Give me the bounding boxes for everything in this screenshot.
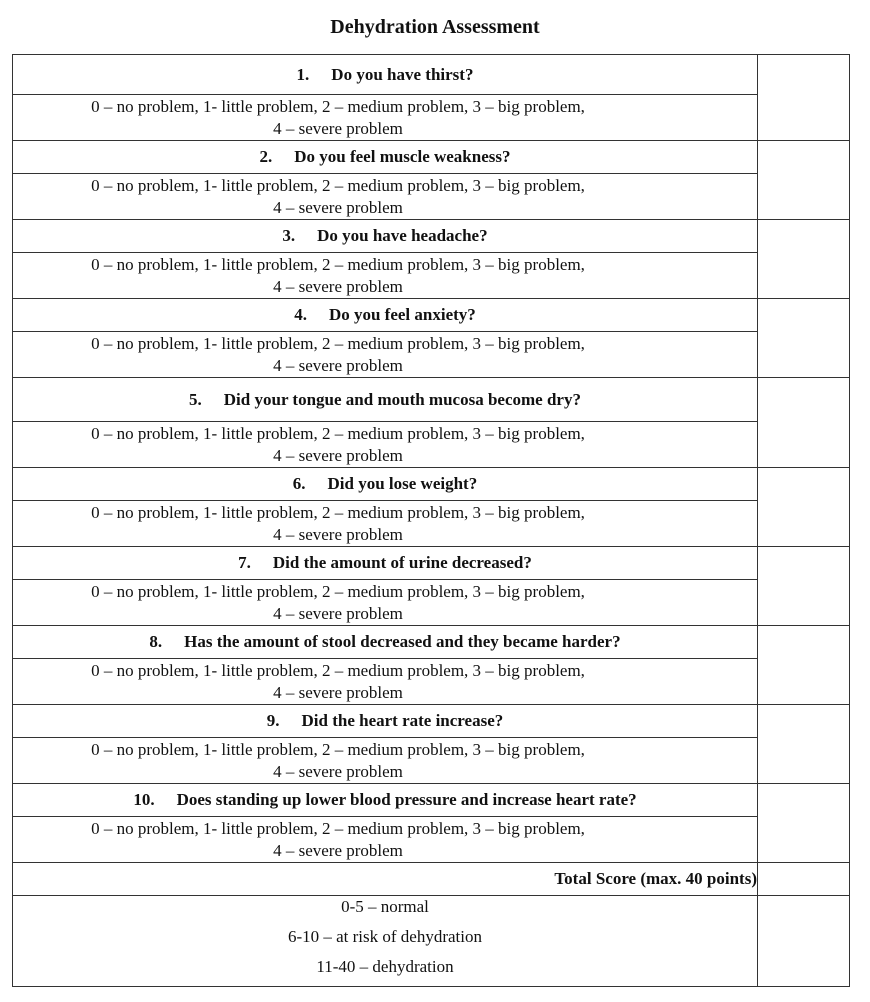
legend-row [13, 896, 850, 987]
score-cell[interactable] [758, 220, 850, 299]
question-cell [13, 468, 758, 501]
score-cell[interactable] [758, 705, 850, 784]
question-number: 1. [296, 64, 310, 84]
scale-line-2: 4 – severe problem [273, 761, 403, 781]
question-text: Do you have headache? [317, 226, 488, 245]
question-text: Did the heart rate increase? [301, 711, 504, 730]
scale-line-2: 4 – severe problem [273, 197, 403, 217]
score-cell[interactable] [758, 55, 850, 141]
answer-scale [13, 422, 758, 468]
scale-line-2: 4 – severe problem [273, 524, 403, 544]
question-cell [13, 784, 758, 817]
scale-line-1: 0 – no problem, 1- little problem, 2 – medium problem, 3 – big problem, [91, 502, 585, 522]
question-row [13, 626, 850, 659]
score-cell[interactable] [758, 378, 850, 468]
question-number: 6. [292, 474, 306, 493]
answer-scale [13, 95, 758, 141]
question-row [13, 55, 850, 95]
question-text: Do you have thirst? [331, 64, 474, 84]
question-number: 7. [238, 553, 251, 572]
question-cell [13, 299, 758, 332]
question-text: Do you feel anxiety? [328, 305, 476, 324]
question-row [13, 141, 850, 174]
scale-line-1: 0 – no problem, 1- little problem, 2 – medium problem, 3 – big problem, [91, 333, 585, 353]
assessment-table [12, 54, 850, 987]
options-row [13, 95, 850, 141]
options-row [13, 253, 850, 299]
question-row [13, 220, 850, 253]
legend-item: 11-40 – dehydration [316, 957, 454, 976]
options-row [13, 580, 850, 626]
scale-line-2: 4 – severe problem [273, 276, 403, 296]
answer-scale [13, 501, 758, 547]
scale-line-2: 4 – severe problem [273, 603, 403, 623]
question-cell [13, 220, 758, 253]
question-cell [13, 378, 758, 422]
question-number: 10. [133, 790, 155, 809]
options-row [13, 738, 850, 784]
question-text: Did your tongue and mouth mucosa become dry? [223, 389, 581, 409]
answer-scale [13, 332, 758, 378]
legend-item: 0-5 – normal [341, 897, 429, 916]
options-row [13, 332, 850, 378]
legend-blank-cell [758, 896, 850, 987]
question-cell [13, 626, 758, 659]
question-row [13, 705, 850, 738]
scale-line-2: 4 – severe problem [273, 445, 403, 465]
scale-line-2: 4 – severe problem [273, 355, 403, 375]
scale-line-2: 4 – severe problem [273, 118, 403, 138]
question-cell [13, 705, 758, 738]
answer-scale [13, 817, 758, 863]
score-legend [13, 896, 758, 987]
scale-line-1: 0 – no problem, 1- little problem, 2 – medium problem, 3 – big problem, [91, 423, 585, 443]
scale-line-2: 4 – severe problem [273, 840, 403, 860]
question-text: Has the amount of stool decreased and they became harder? [184, 632, 621, 651]
question-number: 8. [149, 632, 163, 651]
question-number: 9. [266, 711, 280, 730]
scale-line-2: 4 – severe problem [273, 682, 403, 702]
question-cell [13, 55, 758, 95]
question-text: Do you feel muscle weakness? [294, 147, 511, 166]
question-row [13, 378, 850, 422]
options-row [13, 501, 850, 547]
options-row [13, 422, 850, 468]
answer-scale [13, 580, 758, 626]
page-title: Dehydration Assessment [330, 16, 540, 38]
scale-line-1: 0 – no problem, 1- little problem, 2 – medium problem, 3 – big problem, [91, 254, 585, 274]
question-text: Did you lose weight? [327, 474, 478, 493]
question-number: 5. [189, 389, 202, 409]
question-number: 4. [294, 305, 307, 324]
scale-line-1: 0 – no problem, 1- little problem, 2 – medium problem, 3 – big problem, [91, 96, 585, 116]
options-row [13, 817, 850, 863]
score-cell[interactable] [758, 299, 850, 378]
question-cell [13, 141, 758, 174]
answer-scale [13, 174, 758, 220]
answer-scale [13, 738, 758, 784]
scale-line-1: 0 – no problem, 1- little problem, 2 – medium problem, 3 – big problem, [91, 581, 585, 601]
question-text: Did the amount of urine decreased? [272, 553, 532, 572]
question-row [13, 468, 850, 501]
question-row [13, 299, 850, 332]
total-score-cell[interactable] [758, 863, 850, 896]
legend-item: 6-10 – at risk of dehydration [287, 927, 483, 946]
question-number: 2. [259, 147, 273, 166]
question-row [13, 784, 850, 817]
answer-scale [13, 253, 758, 299]
score-cell[interactable] [758, 141, 850, 220]
question-number: 3. [282, 226, 296, 245]
score-cell[interactable] [758, 784, 850, 863]
score-cell[interactable] [758, 547, 850, 626]
scale-line-1: 0 – no problem, 1- little problem, 2 – medium problem, 3 – big problem, [91, 660, 585, 680]
score-cell[interactable] [758, 468, 850, 547]
score-cell[interactable] [758, 626, 850, 705]
scale-line-1: 0 – no problem, 1- little problem, 2 – medium problem, 3 – big problem, [91, 818, 585, 838]
answer-scale [13, 659, 758, 705]
options-row [13, 659, 850, 705]
total-row [13, 863, 850, 896]
scale-line-1: 0 – no problem, 1- little problem, 2 – medium problem, 3 – big problem, [91, 739, 585, 759]
question-row [13, 547, 850, 580]
scale-line-1: 0 – no problem, 1- little problem, 2 – medium problem, 3 – big problem, [91, 175, 585, 195]
options-row [13, 174, 850, 220]
question-text: Does standing up lower blood pressure and increase heart rate? [176, 790, 637, 809]
question-cell [13, 547, 758, 580]
total-score-label: Total Score (max. 40 points) [13, 863, 758, 896]
